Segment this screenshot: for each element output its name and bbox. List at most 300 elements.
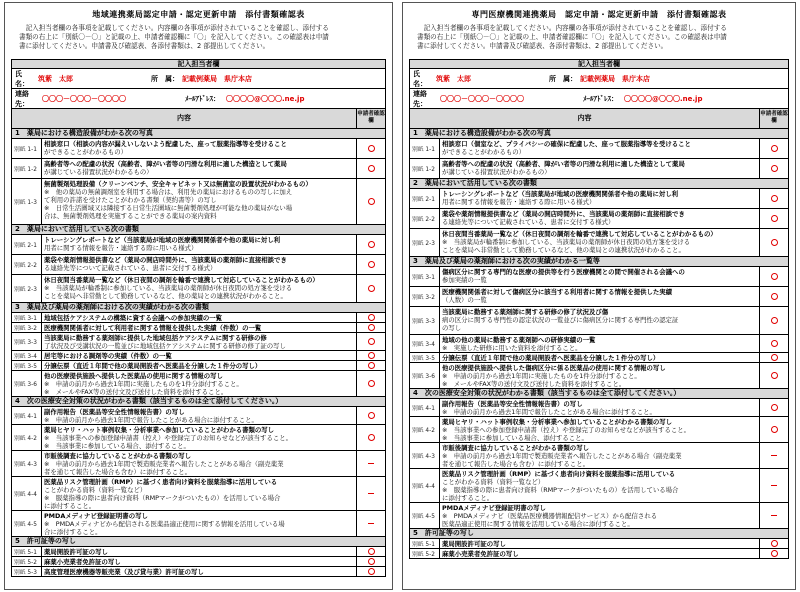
document-title: 専門医療機関連携薬局 認定申請・認定更新申請 添付書類確認表 [471,10,727,19]
attachment-description [440,503,760,528]
attachment-code: 別紙 2-1 [12,235,42,254]
attachment-title: 市販後調査に協力していることがわかる書類の写し [442,444,589,452]
checklist-row [11,313,386,323]
check-circle-mark [771,354,778,361]
check-circle-mark [771,145,778,152]
attachment-note: る連絡先等について記載されている、患者に交付する様式） [44,264,217,272]
contact-header: 記入担当者欄 [11,59,386,69]
attachment-description [42,361,357,370]
attachment-note: が講じている措置状況がわかるもの） [44,168,153,176]
applicant-check-cell [357,275,385,302]
attachment-note: の写し [442,324,462,332]
attachment-note: ※ メールやFAX等の送付文及び送付した資料を添付すること。 [442,380,626,388]
attachment-code: 別紙 5-2 [12,557,42,566]
attachment-title: PMDAメディナビ登録証明書の写し [44,512,148,520]
attachment-code: 別紙 3-1 [410,267,440,286]
check-circle-mark [368,324,375,331]
attachment-note: ※ メールやFAX等の送付文及び送付した資料を添付すること。 [44,388,228,396]
attachment-description [440,549,760,558]
section-header: 5 許可証等の写し [11,537,386,547]
attachment-note: 病の区分に関する専門性の認定状況の一覧並びに傷病区分に関する専門性の認定証 [442,316,679,324]
check-circle-mark [771,273,778,280]
applicant-check-cell [760,229,788,256]
checklist-row [409,229,789,257]
applicant-check-cell [357,567,385,576]
attachment-code: 別紙 1-2 [12,159,42,178]
name-value: 筑紫 太郎 [436,74,471,83]
attachment-note: ができることがわかるもの） [44,148,128,156]
attachment-title: 薬局開設許可証の写し [44,548,108,556]
check-circle-mark [771,317,778,324]
attachment-title: 医薬品リスク管理計画（RMP）に基づく患者向け資料を服薬指導に活用している [442,470,676,478]
applicant-check-cell [357,477,385,510]
affiliation-label: 所 属： [151,74,179,83]
applicant-check-cell [760,399,788,416]
affiliation-value: 記載例薬局 県庁本店 [580,74,650,83]
attachment-description [440,287,760,306]
check-circle-mark [368,285,375,292]
attachment-note: ※ 服薬指導の際に患者向け資料（RMPマークがついたもの）を活用している場合 [44,494,281,502]
attachment-title: 医療機関関係者に対して利用者に関する情報を提供した実績（件数）の一覧 [44,324,262,332]
attachment-note: ※ 服薬指導の際に患者向け資料（RMPマークがついたもの）を活用している場合 [442,486,679,494]
attachment-description [440,353,760,362]
attachment-description [42,511,357,536]
check-circle-mark [771,340,778,347]
attachment-code: 別紙 5-3 [12,567,42,576]
document-left [4,2,393,590]
applicant-check-cell [760,443,788,468]
checklist-table [409,59,789,559]
checklist-row [409,159,789,179]
checklist-row [409,353,789,363]
attachment-note: ※ 当該事業への参加登録申請書（控え）や登録完了のお知らせなどが該当すること。 [44,434,293,442]
check-circle-mark [368,314,375,321]
attachment-description [42,425,357,450]
applicant-check-cell [357,511,385,536]
attachment-title: 薬袋や薬剤情報提供書など（薬局の開店時間外に、当該薬局の薬剤師に直接相談でき [442,210,685,218]
name-label: 氏 名： [413,69,427,88]
attachment-code: 別紙 1-1 [410,139,440,158]
applicant-check-cell [760,287,788,306]
attachment-description [42,179,357,224]
attachment-note: る連絡先等について記載されている、患者に交付する様式） [442,218,615,226]
attachment-title: 医療機関関係者に対して傷病区分に該当する利用者に関する情報を提供した実績 [442,288,673,296]
applicant-check-cell [760,139,788,158]
attachment-code: 別紙 1-3 [12,179,42,224]
attachment-code: 別紙 2-2 [410,209,440,228]
checklist-row [409,267,789,287]
phone-label: 連絡先： [413,89,427,108]
check-circle-mark [368,362,375,369]
instruction-line: 書に添付してください。申請書及び確認表、各添付書類は、2 部提出してください。 [417,42,668,50]
attachment-title: 休日夜間当番薬局一覧など（休日夜間の調剤を輪番で連携して対応していることがわかるもの） [442,230,717,238]
attachment-description [42,547,357,556]
attachment-title: 他の医療提供施設へ提供した傷病区分に係る医薬品の使用に関する情報の写し [442,364,666,372]
attachment-code: 別紙 3-3 [12,333,42,350]
name-label: 氏 名： [15,69,29,88]
attachment-description [440,539,760,548]
attachment-code: 別紙 5-1 [410,539,440,548]
email-label: ﾒｰﾙｱﾄﾞﾚｽ： [185,94,220,103]
check-circle-mark [771,239,778,246]
attachment-note: ※ 日常生活圏域又は隣接する日常生活圏域に無菌製剤処理が可能な他の薬局がない場 [44,204,293,212]
attachment-title: 地域包括ケアシステムの構築に資する会議への参加実績の一覧 [44,314,223,322]
checklist-row [11,371,386,397]
check-circle-mark [368,145,375,152]
applicant-check-cell [357,361,385,370]
attachment-description [42,371,357,396]
section-header: 1 薬局における構造設備がわかる次の写真 [409,129,789,139]
attachment-code: 別紙 1-1 [12,139,42,158]
check-circle-mark [771,372,778,379]
applicant-check-cell [760,503,788,528]
attachment-code: 別紙 4-5 [410,503,440,528]
attachment-code: 別紙 3-5 [410,353,440,362]
attachment-note: ことを薬局へ非常勤として勤務しているなど、他の薬局との連携状況がわかること。 [442,246,685,254]
instruction-line: 書類の右上に「別紙〇－〇」と記載の上、申請者確認欄に「〇」を記入してください。この確認表は申請 [417,33,727,41]
attachment-code: 別紙 4-3 [12,451,42,476]
attachment-note: ※ 申請の前月から過去1年間に実施したものを1件分添付すること。 [442,372,641,380]
attachment-note: ※ 実施した研修に用いた資料を添付すること。 [442,344,582,352]
attachment-description [42,407,357,424]
section-header: 3 薬局及び薬局の薬剤師における次の実績がわかる一覧等 [409,257,789,267]
attachment-title: 相談窓口（個室など、プライバシーの確保に配慮した、座って服薬指導等を受けること [442,140,691,148]
attachment-title: 分譲伝票（直近１年間で他の薬局開設者へ医薬品を分譲した１件分の写し） [442,354,660,362]
checklist-row [409,503,789,529]
attachment-title: 地域の他の薬局に勤務する薬剤師への研修実績の一覧 [442,336,596,344]
attachment-code: 別紙 2-3 [410,229,440,256]
attachment-note: ※ 申請の前月から過去1年間で報告したことがある場合に添付すること。 [442,408,656,416]
attachment-description [42,557,357,566]
checklist-row [11,451,386,477]
attachment-code: 別紙 3-2 [12,323,42,332]
content-column-header: 内容 [410,109,760,128]
attachment-note: ※ 申請の前月から過去1年間で製造販売業者へ報告したことがある場合（副売薬業 [442,452,682,460]
check-circle-mark [771,195,778,202]
attachment-title: トレーシングレポートなど（当該薬局が地域の医療機関関係者や他の薬局に対し利 [442,190,679,198]
applicant-check-cell [357,547,385,556]
name-value: 筑紫 太郎 [38,74,73,83]
attachment-note: ことがわかる資料（資料一覧など） [442,478,545,486]
attachment-note: ※ 当該薬局が輪番制に参加している、当該薬局の薬剤師が休日夜間の処方箋を受ける [442,238,691,246]
checklist-row [11,275,386,303]
attachment-code: 別紙 3-2 [410,287,440,306]
attachment-code: 別紙 4-4 [410,469,440,502]
attachment-description [440,307,760,334]
attachment-title: 相談窓口（相談の内容が漏えいしないよう配慮した、座って服薬指導等を受けること [44,140,287,148]
attachment-code: 別紙 4-1 [410,399,440,416]
attachment-code: 別紙 4-4 [12,477,42,510]
applicant-check-cell [357,235,385,254]
applicant-check-cell [357,179,385,224]
checklist-row [11,567,386,577]
checklist-row [11,407,386,425]
attachment-note: 医薬品適正使用に関する情報を活用している場合に添付すること。 [442,520,634,528]
checklist-row [409,363,789,389]
attachment-description [440,229,760,256]
attachment-code: 別紙 3-6 [410,363,440,388]
applicant-check-cell [357,255,385,274]
attachment-title: 薬局ヒヤリ・ハット事例収集・分析事業へ参加していることがわかる書類の写し [442,418,673,426]
attachment-note: ※ 当該事業に参加している場合、添付すること。 [442,434,588,442]
not-applicable-dash-mark [771,455,777,456]
applicant-check-cell [357,451,385,476]
not-applicable-dash-mark [368,523,374,524]
attachment-description [42,255,357,274]
applicant-check-cell [760,417,788,442]
attachment-title: 無菌製剤処理設備（クリーンベンチ、安全キャビネット又は無菌室の設置状況がわかるもの） [44,180,312,188]
contact-header: 記入担当者欄 [409,59,789,69]
attachment-note: 参加実績の一覧 [442,276,487,284]
attachment-title: 副作用報告（医薬品等安全性情報報告書）の写し [442,400,583,408]
section-header: 4 次の医療安全対策の状況がわかる書類（該当するものは全て添付してください。） [409,389,789,399]
attachment-note: ※ 申請の前月から過去1年間で製造販売業者へ報告したことがある場合（副売薬業 [44,460,284,468]
check-circle-mark [771,540,778,547]
attachment-code: 別紙 4-2 [410,417,440,442]
attachment-code: 別紙 2-1 [410,189,440,208]
checklist-row [409,417,789,443]
checklist-row [11,351,386,361]
attachment-description [440,159,760,178]
attachment-description [42,477,357,510]
document-right [402,2,796,590]
attachment-title: 当該薬局に勤務する薬剤師に関する研修の修了状況及び傷 [442,308,609,316]
check-circle-mark [368,352,375,359]
email-label: ﾒｰﾙｱﾄﾞﾚｽ： [583,94,618,103]
affiliation-label: 所 属： [549,74,577,83]
attachment-description [440,399,760,416]
section-header: 2 薬局において活用している次の書類 [11,225,386,235]
checklist-row [11,159,386,179]
attachment-note: 合に添付すること。 [44,528,102,536]
applicant-check-cell [760,539,788,548]
attachment-note: 用者に関する情報を報告・連絡する際に用いる様式） [44,244,198,252]
table-header [11,109,386,129]
attachment-title: 麻薬小売業者免許証の写し [44,558,121,566]
affiliation-value: 記載例薬局 県庁本店 [182,74,252,83]
attachment-title: 薬袋や薬剤情報提供書など（薬局の開店時間外に、当該薬局の薬剤師に直接相談でき [44,256,287,264]
attachment-description [42,139,357,158]
attachment-note: 了状況及び受講状況の一覧並びに地域包括ケアシステムに関する研修の修了証の写し [44,342,286,350]
attachment-note: に添付すること。 [44,502,96,510]
check-circle-mark [368,261,375,268]
section-header: 2 薬局において活用している次の書類 [409,179,789,189]
check-circle-mark [368,241,375,248]
section-header: 4 次の医療安全対策の状況がわかる書類（該当するものは全て添付してください。） [11,397,386,407]
check-circle-mark [368,412,375,419]
checklist-row [11,235,386,255]
attachment-code: 別紙 3-5 [12,361,42,370]
attachment-title: 薬局ヒヤリ・ハット事例収集・分析事業へ参加していることがわかる書類の写し [44,426,275,434]
email-value: 〇〇〇〇@〇〇〇.ne.jp [624,94,703,103]
applicant-check-cell [357,139,385,158]
attachment-note: （人数）の一覧 [442,296,487,304]
checklist-row [409,307,789,335]
checklist-row [409,287,789,307]
attachment-code: 別紙 3-6 [12,371,42,396]
applicant-check-cell [760,353,788,362]
attachment-description [440,443,760,468]
attachment-code: 別紙 3-1 [12,313,42,322]
attachment-title: 薬局開設許可証の写し [442,540,506,548]
checklist-row [409,539,789,549]
attachment-code: 別紙 2-2 [12,255,42,274]
content-column-header: 内容 [12,109,357,128]
check-circle-mark [771,426,778,433]
check-circle-mark [368,568,375,575]
attachment-title: 当該薬局に勤務する薬剤師に提供した地域包括ケアシステムに関する研修の修 [44,334,267,342]
attachment-code: 別紙 5-1 [12,547,42,556]
attachment-code: 別紙 1-2 [410,159,440,178]
attachment-title: 麻薬小売業者免許証の写し [442,550,519,558]
section-header: 1 薬局における構造設備がわかる次の写真 [11,129,386,139]
check-column-header: 申請者確認欄 [357,111,385,124]
phone-label: 連絡先： [15,89,29,108]
checklist-row [11,333,386,351]
checklist-row [409,443,789,469]
attachment-note: 合は、無菌製剤処理を実施することができる薬局の案内資料 [44,212,217,220]
checklist-row [11,511,386,537]
attachment-note: ※ 申請の前月から過去1年間に実施したものを1件分添付すること。 [44,380,243,388]
attachment-description [440,209,760,228]
not-applicable-dash-mark [771,515,777,516]
attachment-description [42,451,357,476]
check-circle-mark [771,165,778,172]
checklist-row [409,549,789,559]
document-title: 地域連携薬局認定申請・認定更新申請 添付書類確認表 [92,10,305,19]
attachment-note: 者を通じて報告した場合も含む）に添付すること。 [44,468,191,476]
contact-name-row [409,69,789,89]
applicant-check-cell [760,267,788,286]
checklist-row [11,547,386,557]
section-header: 3 薬局及び薬局の薬剤師における次の実績がわかる次の書類 [11,303,386,313]
not-applicable-dash-mark [771,485,777,486]
phone-value: 〇〇〇－〇〇〇－〇〇〇〇 [42,94,126,103]
attachment-description [42,159,357,178]
check-circle-mark [368,198,375,205]
attachment-title: 休日夜間当番薬局一覧など（休日夜間の調剤を輪番で連携して対応していることがわかるもの） [44,276,319,284]
attachment-code: 別紙 5-2 [410,549,440,558]
attachment-description [42,351,357,360]
applicant-check-cell [357,407,385,424]
checklist-row [409,139,789,159]
attachment-description [440,469,760,502]
check-circle-mark [368,165,375,172]
check-circle-mark [368,380,375,387]
applicant-check-cell [760,159,788,178]
checklist-row [11,557,386,567]
attachment-note: ができることがわかるもの） [442,148,526,156]
checklist-table [11,59,386,577]
applicant-check-cell [357,557,385,566]
check-column-header: 申請者確認欄 [760,111,788,124]
applicant-check-cell [357,333,385,350]
applicant-check-cell [760,189,788,208]
check-circle-mark [771,404,778,411]
checklist-row [409,335,789,353]
attachment-note: ※ 他の薬局の無菌調剤室を利用する場合は、利用先の薬局におけるものの写しに加え [44,188,293,196]
email-value: 〇〇〇〇@〇〇〇.ne.jp [226,94,305,103]
attachment-code: 別紙 4-1 [12,407,42,424]
applicant-check-cell [357,351,385,360]
instruction-line: 書に添付してください。申請書及び確認表、各添付書類は、2 部提出してください。 [19,42,270,50]
applicant-check-cell [357,323,385,332]
attachment-note: 用者に関する情報を報告・連絡する際に用いる様式） [442,198,596,206]
applicant-check-cell [760,363,788,388]
checklist-row [11,179,386,225]
attachment-title: 居宅等における調剤等の実績（件数）の一覧 [44,352,172,360]
checklist-row [409,209,789,229]
attachment-description [42,333,357,350]
attachment-description [42,275,357,302]
table-header [409,109,789,129]
not-applicable-dash-mark [368,463,374,464]
checklist-row [11,139,386,159]
attachment-description [440,417,760,442]
attachment-code: 別紙 3-4 [410,335,440,352]
attachment-note: ※ 当該事業への参加登録申請書（控え）や登録完了のお知らせなどが該当すること。 [442,426,691,434]
checklist-row [409,189,789,209]
attachment-description [42,567,357,576]
applicant-check-cell [357,371,385,396]
attachment-title: 傷病区分に関する専門的な医療の提供等を行う医療機関との間で開催される会議への [442,268,685,276]
attachment-title: 副作用報告（医薬品等安全性情報報告書）の写し [44,408,185,416]
attachment-description [440,267,760,286]
attachment-code: 別紙 4-2 [12,425,42,450]
attachment-title: 医薬品リスク管理計画（RMP）に基づく患者向け資料を服薬指導に活用している [44,478,278,486]
attachment-title: 分譲伝票（直近１年間で他の薬局開設者へ医薬品を分譲した１件分の写し） [44,362,262,370]
checklist-row [11,425,386,451]
checklist-row [11,477,386,511]
applicant-check-cell [760,335,788,352]
attachment-note: て利用の許諾を受けたことがわかる書類（契約書等）の写し [44,196,217,204]
section-header: 5 許可証等の写し [409,529,789,539]
applicant-check-cell [760,549,788,558]
applicant-check-cell [357,159,385,178]
check-circle-mark [771,293,778,300]
attachment-code: 別紙 3-4 [12,351,42,360]
attachment-note: ※ PMDAメディナビ（医薬品医療機器情報配信サービス）から配信される [442,512,658,520]
attachment-title: 高度管理医療機器等販売業（及び貸与業）許可証の写し [44,568,204,576]
attachment-note: ことを薬局へ非常勤として勤務しているなど、他の薬局との連携状況がわかること。 [44,292,287,300]
checklist-row [11,255,386,275]
instruction-line: 書類の右上に「別紙〇－〇」と記載の上、申請者確認欄に「〇」を記入してください。この確認表は申請 [19,33,329,41]
attachment-title: PMDAメディナビ登録証明書の写し [442,504,546,512]
attachment-note: ※ 当該薬局が輪番制に参加している、当該薬局の薬剤師が休日夜間の処方箋を受ける [44,284,293,292]
phone-value: 〇〇〇－〇〇〇－〇〇〇〇 [440,94,524,103]
instructions [5,20,392,53]
checklist-row [409,399,789,417]
applicant-check-cell [357,425,385,450]
attachment-note: ことがわかる資料（資料一覧など） [44,486,147,494]
attachment-code: 別紙 4-3 [410,443,440,468]
attachment-description [440,189,760,208]
attachment-description [42,313,357,322]
check-circle-mark [771,215,778,222]
contact-phone-row [409,89,789,109]
attachment-description [440,139,760,158]
attachment-note: ※ PMDAメディナビから配信される医薬品適正使用に関する情報を活用している場 [44,520,285,528]
check-circle-mark [368,548,375,555]
applicant-check-cell [760,469,788,502]
attachment-code: 別紙 4-5 [12,511,42,536]
attachment-description [440,335,760,352]
instruction-line: 記入担当者欄の各事項を記載してください。内容欄の各事項が添付されていることを確認し、添付する [417,24,727,32]
applicant-check-cell [760,307,788,334]
not-applicable-dash-mark [368,493,374,494]
attachment-title: 市販後調査に協力していることがわかる書類の写し [44,452,191,460]
attachment-note: に添付すること。 [442,494,494,502]
